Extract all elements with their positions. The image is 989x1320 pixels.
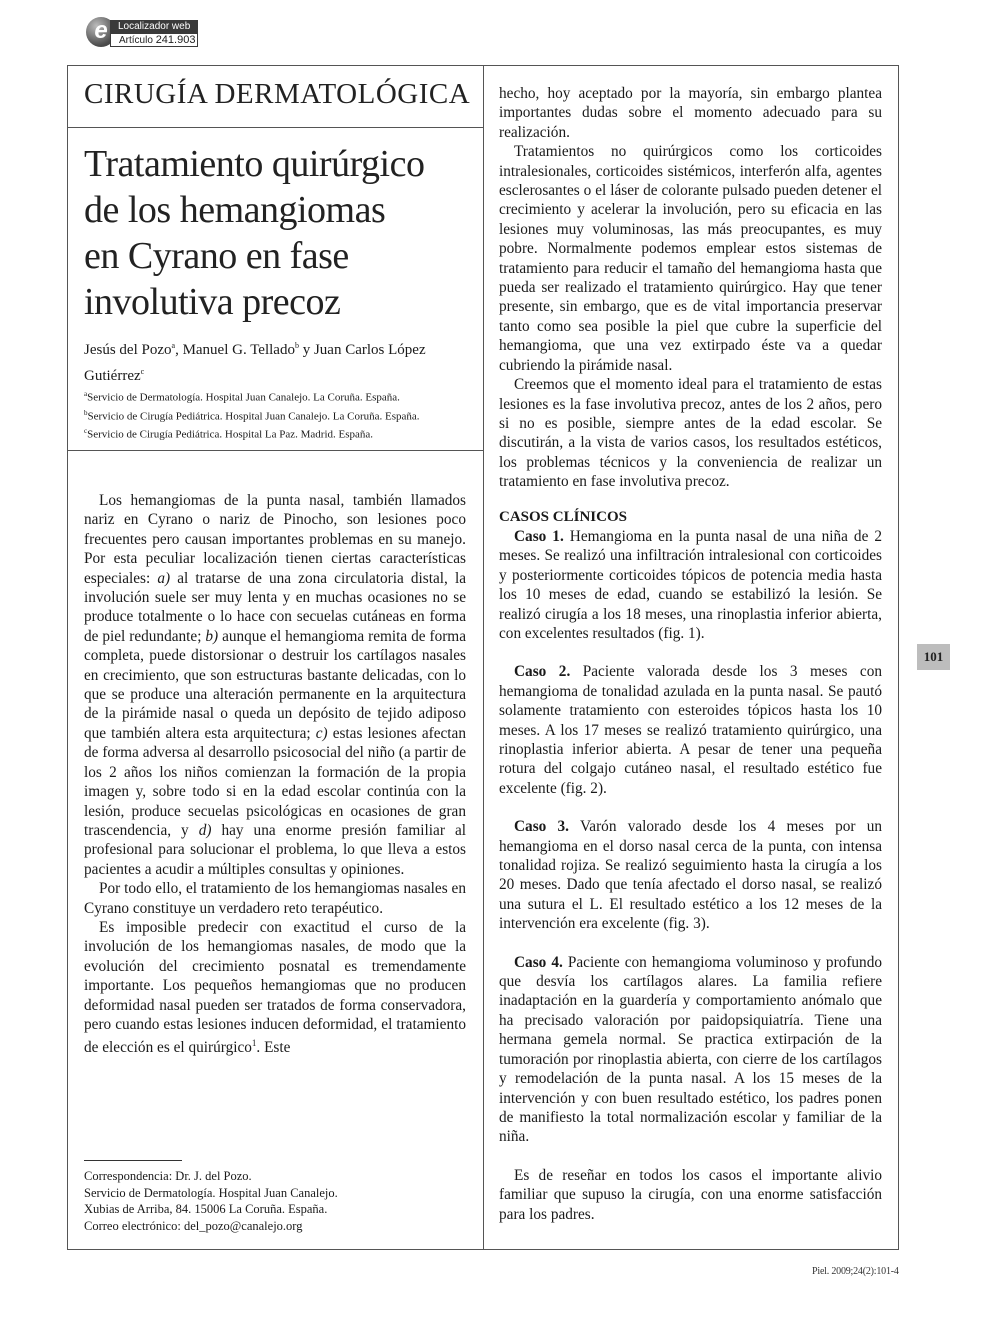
affiliation: $^c$Servicio de Cirugía Pediátrica. Hospital La Paz. Madrid. España. bbox=[84, 427, 374, 441]
correspondence: Correspondencia: Dr. J. del Pozo. Servicio de Dermatología. Hospital Juan Canalejo. Xubias de Arriba, 84. 15006 La Coruña. España. Correo electrónico: del_pozo@canalejo.org bbox=[84, 1168, 474, 1234]
column-divider bbox=[483, 65, 484, 1250]
right-column bbox=[499, 84, 882, 1224]
article-number: Artículo 241.903 bbox=[110, 33, 198, 47]
section-heading: CASOS CLÍNICOS bbox=[499, 508, 627, 525]
body-paragraph: Tratamientos no quirúrgicos como los corticoides intralesionales, corticoides sistémicos, interferón alfa, agentes esclerosantes o el láser de colorante pulsado pueden detener el crecimiento y acelerar la involución, pero su eficacia en las lesiones muy voluminosas, las más preocupantes, es muy pobre. Normalmente podemos emplear estos sistemas de tratamiento para reducir el tamaño del hemangioma hasta que pueda ser realizado el tratamiento quirúrgico. Hay que tener presente, sin embargo, que es de vital importancia preservar tanto como sea posible la piel que cubre la superficie del hemangioma, que una vez extirpado éste va a quedar cubriendo la pirámide nasal. bbox=[499, 143, 882, 374]
left-column bbox=[84, 491, 466, 1058]
section-title: CIRUGÍA DERMATOLÓGICA bbox=[84, 78, 471, 110]
body-paragraph: Los hemangiomas de la punta nasal, también llamados nariz en Cyrano o nariz de Pinocho, son lesiones poco frecuentes pero causan importantes problemas en su manejo. Por esta peculiar localización tienen ciertas características especiales: a) al tratarse de una zona circulatoria distal, la involución suele ser muy lenta y en muchas ocasiones no se produce totalmente o lo hace con secuelas cutáneas en forma de piel redundante; b) aunque el hemangioma remita de forma completa, puede distorsionar o destruir los cartílagos nasales en crecimiento, que son estructuras bastante delicadas, con lo que se produce una alteración permanente en la arquitectura de la pirámide nasal o queda un depósito de tejido adiposo que también altera esta arquitectura; c) estas lesiones afectan de forma adversa al desarrollo psicosocial del niño (a partir de los 2 años los niños comienzan la formación de la propia imagen y, sobre todo si en la edad escolar continúa con la lesión, produce secuelas psicológicas en ocasiones de gran trascendencia, y d) hay una enorme presión familiar al profesional para solucionar el problema, lo que lleva a estos pacientes a acudir a múltiples consultas y opiniones. bbox=[84, 492, 466, 878]
authors: Jesús del Pozo$^a$, Manuel G. Tellado$^b$ y Juan Carlos López Gutiérrez$^c$ bbox=[84, 341, 426, 384]
case-paragraph: Caso 1. Hemangioma en la punta nasal de una niña de 2 meses. Se realizó una infiltración intralesional con corticoides y posteriormente corticoides tópicos de potencia media hasta los 10 meses de edad, cuando se estabilizó la lesión. Se realizó cirugía a los 18 meses, una rinoplastia inferior abierta, con excelentes resultados (fig. 1). bbox=[499, 527, 883, 642]
section-divider bbox=[67, 127, 483, 128]
affiliation: $^b$Servicio de Cirugía Pediátrica. Hospital Juan Canalejo. La Coruña. España. bbox=[84, 408, 420, 423]
email: Correo electrónico: del_pozo@canalejo.org bbox=[84, 1218, 303, 1233]
affiliations bbox=[84, 387, 479, 443]
body-paragraph: Por todo ello, el tratamiento de los hemangiomas nasales en Cyrano constituye un verdadero reto terapéutico. bbox=[84, 880, 466, 917]
header-divider bbox=[67, 450, 483, 451]
body-paragraph: Es imposible predecir con exactitud el curso de la involución de los hemangiomas nasales, de modo que la evolución del crecimiento posnatal es tremendamente importante. Los pequeños hemangiomas que no producen deformidad nasal pueden ser tratados de forma conservadora, pero cuando estas lesiones inducen deformidad, el tratamiento de elección es el quirúrgico$^1$. Este bbox=[84, 918, 466, 1057]
page-number: 101 bbox=[917, 644, 950, 670]
body-paragraph: hecho, hoy aceptado por la mayoría, sin embargo plantea importantes dudas sobre el momento adecuado para su realización. bbox=[499, 85, 882, 141]
affiliation: $^a$Servicio de Dermatología. Hospital Juan Canalejo. La Coruña. España. bbox=[84, 390, 400, 404]
web-locator-label: Localizador web bbox=[110, 20, 198, 33]
case-paragraph: Caso 4. Paciente con hemangioma voluminoso y profundo que desvía los cartílagos alares. La familia refiere inadaptación en la guardería y comportamiento anómalo que ha precisado valoración por paidopsiquiatría. Tiene una hermana gemela normal. Se practica extirpación de la tumoración por rinoplastia abierta, con cierre de los cartílagos y remodelación de la punta nasal. A los 15 meses de la intervención y con buen resultado estético, los padres ponen de manifiesto la total normalización escolar y familiar de la niña. bbox=[499, 953, 883, 1146]
case-paragraph: Caso 2. Paciente valorada desde los 3 meses con hemangioma de tonalidad azulada en la punta nasal. Se pautó solamente tratamiento con esteroides tópicos hasta los 10 meses. A los 17 meses se realizó tratamiento quirúrgico, una rinoplastia inferior abierta. A pesar de tener una pequeña rotura del colgajo cutáneo nasal, el resultado estético fue excelente (fig. 2). bbox=[499, 663, 882, 797]
body-paragraph: Creemos que el momento ideal para el tratamiento de estas lesiones es la fase involutiva precoz, antes de los 2 años, pero si no es posible, siempre antes de la edad escolar. Se discutirán, a la vista de varios casos, los resultados estéticos, los problemas técnicos y la conveniencia de realizar un tratamiento en fase involutiva precoz. bbox=[499, 376, 882, 491]
footnote-rule bbox=[84, 1160, 182, 1161]
body-paragraph: Es de reseñar en todos los casos el importante alivio familiar que supuso la cirugía, con una enorme satisfacción para los padres. bbox=[499, 1166, 882, 1223]
web-locator-badge bbox=[86, 15, 198, 51]
journal-citation: Piel. 2009;24(2):101-4 bbox=[812, 1266, 899, 1277]
article-title: Tratamiento quirúrgico de los hemangiomas en Cyrano en fase involutiva precoz bbox=[84, 143, 425, 323]
case-paragraph: Caso 3. Varón valorado desde los 4 meses por un hemangioma en el dorso nasal cerca de la punta, con intensa tonalidad rojiza. Se realizó seguimiento hasta la cirugía a los 20 meses. Dado que tenía afectado el dorso nasal, se realizó una sutura el L. El resultado estético a los 12 meses de la intervención era excelente (fig. 3). bbox=[499, 818, 883, 933]
e-logo-icon: e bbox=[86, 17, 116, 47]
